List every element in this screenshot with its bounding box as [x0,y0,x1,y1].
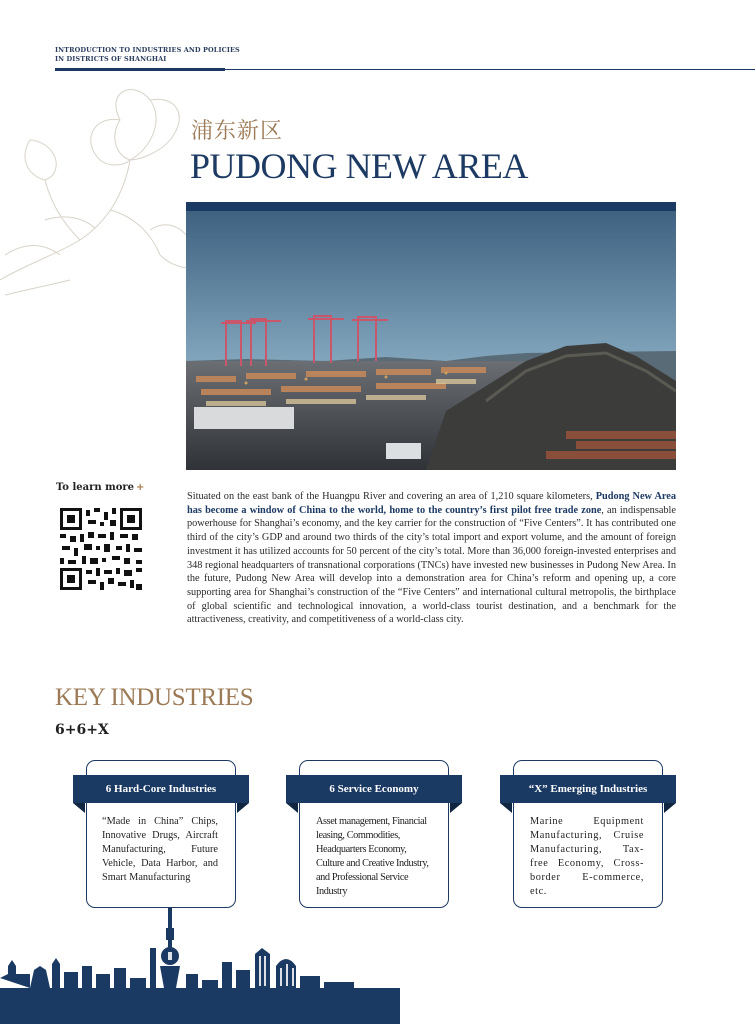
title-chinese: 浦东新区 [191,119,284,144]
running-head-line-2: IN DISTRICTS OF SHANGHAI [55,55,167,63]
intro-text-2: , an indispensable powerhouse for Shanghai’s economy, and the key carrier for the construction of “Five Centers”. It has contributed one third of the city’s GDP and around two thirds of the city’s total import and export volume, and the amount of foreign investment it has utilized accounts for 50 percent of the city’s total. More than 36,000 foreign-invested enterprises and 348 regional headquarters of transnational corporations (TNCs) have invested new businesses in Pudong New Area. In the future, Pudong New Area will develop into a demonstration area for China’s reform and opening up, a core supporting area for Shanghai’s construction of the “Five Centers” and international cultural metropolis, the birthplace of global scientific and technological innovation, a world-class tourist destination, and a benchmark for the attractiveness, creativity, and competitiveness of a world-class city. [187,504,676,626]
hero-photo [186,202,676,470]
industry-card-heading: “X” Emerging Industries [500,775,676,803]
industry-card-body: Marine Equipment Manufacturing, Cruise Manufacturing, Tax-free Economy, Cross-border E-commerce, etc. [530,816,644,897]
photo-top-bar [186,202,676,211]
page-title: PUDONG NEW AREA [190,146,528,186]
section-title-key-industries: KEY INDUSTRIES [55,684,254,711]
intro-paragraph [187,490,676,627]
running-head [55,46,240,64]
running-head-line-1: INTRODUCTION TO INDUSTRIES AND POLICIES [55,46,240,54]
ribbon-fold-left [286,803,298,813]
ribbon-fold-right [450,803,462,813]
qr-label [56,482,144,493]
intro-text-1: Situated on the east bank of the Huangpu River and covering an area of 1,210 square kilometers, [187,491,596,502]
industry-card-body: “Made in China” Chips, Innovative Drugs, Aircraft Manufacturing, Future Vehicle, Data Harbor, and Smart Manufacturing [102,816,218,883]
qr-label-text: To learn more [56,482,134,493]
ribbon-fold-right [237,803,249,813]
header-rule-thin [225,69,755,70]
header-rule-thick [55,68,225,71]
intro-highlight: Pudong New Area has become a window of China to the world, home to the country’s first pilot free trade zone [187,491,677,516]
ribbon-fold-left [73,803,85,813]
industry-card-body: Asset management, Financial leasing, Commodities, Headquarters Economy, Culture and Creative Industry, and Professional Service Industry [316,816,429,897]
port-illustration [186,211,676,470]
ribbon-fold-right [664,803,676,813]
ribbon-fold-left [500,803,512,813]
industry-card-heading: 6 Hard-Core Industries [73,775,249,803]
industry-card-heading: 6 Service Economy [286,775,462,803]
plus-icon: + [136,482,145,493]
qr-code[interactable] [60,508,142,590]
skyline-silhouette [0,908,400,1024]
industries-formula: 6+6+X [55,722,109,738]
